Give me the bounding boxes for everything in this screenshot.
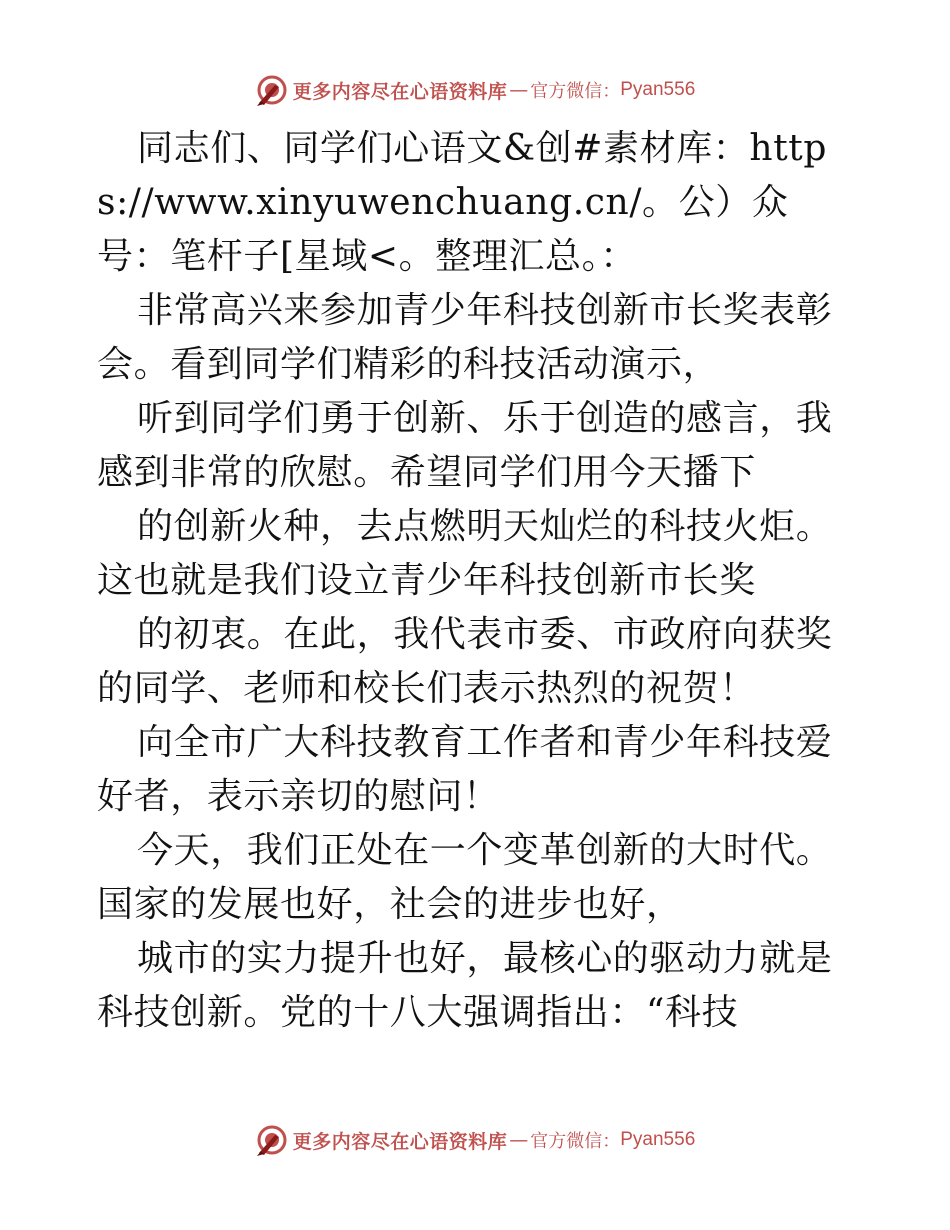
pen-logo-icon — [255, 1123, 289, 1157]
banner-title: 更多内容尽在心语资料库 — [292, 80, 508, 103]
banner-wechat-label: 官方微信： — [530, 1131, 621, 1152]
paragraph: 听到同学们勇于创新、乐于创造的感言，我感到非常的欣慰。希望同学们用今天播下 — [97, 398, 833, 493]
banner-title: 更多内容尽在心语资料库 — [292, 1130, 508, 1153]
banner-wechat-id: Pyan556 — [620, 1129, 696, 1150]
paragraph: 的初衷。在此，我代表市委、市政府向获奖的同学、老师和校长们表示热烈的祝贺！ — [97, 614, 833, 709]
pen-logo-icon — [255, 73, 289, 107]
footer-banner — [0, 1120, 950, 1160]
banner-separator: — — [509, 79, 529, 101]
banner-wechat-label: 官方微信： — [530, 81, 621, 102]
paragraph: 今天，我们正处在一个变革创新的大时代。国家的发展也好，社会的进步也好， — [97, 830, 833, 925]
paragraph: 向全市广大科技教育工作者和青少年科技爱好者，表示亲切的慰问！ — [97, 722, 833, 817]
banner-wechat-id: Pyan556 — [620, 79, 696, 100]
paragraph: 同志们、同学们心语文&创#素材库：https://www.xinyuwenchuang.cn/。公）众号：笔杆子[星域<。整理汇总。： — [97, 128, 827, 277]
banner-separator: — — [509, 1129, 529, 1151]
paragraph: 的创新火种，去点燃明天灿烂的科技火炬。这也就是我们设立青少年科技创新市长奖 — [97, 506, 833, 601]
header-banner — [0, 70, 950, 110]
document-body — [97, 122, 857, 1040]
paragraph: 非常高兴来参加青少年科技创新市长奖表彰会。看到同学们精彩的科技活动演示， — [97, 290, 833, 385]
paragraph: 城市的实力提升也好，最核心的驱动力就是科技创新。党的十八大强调指出：“科技 — [97, 938, 833, 1033]
